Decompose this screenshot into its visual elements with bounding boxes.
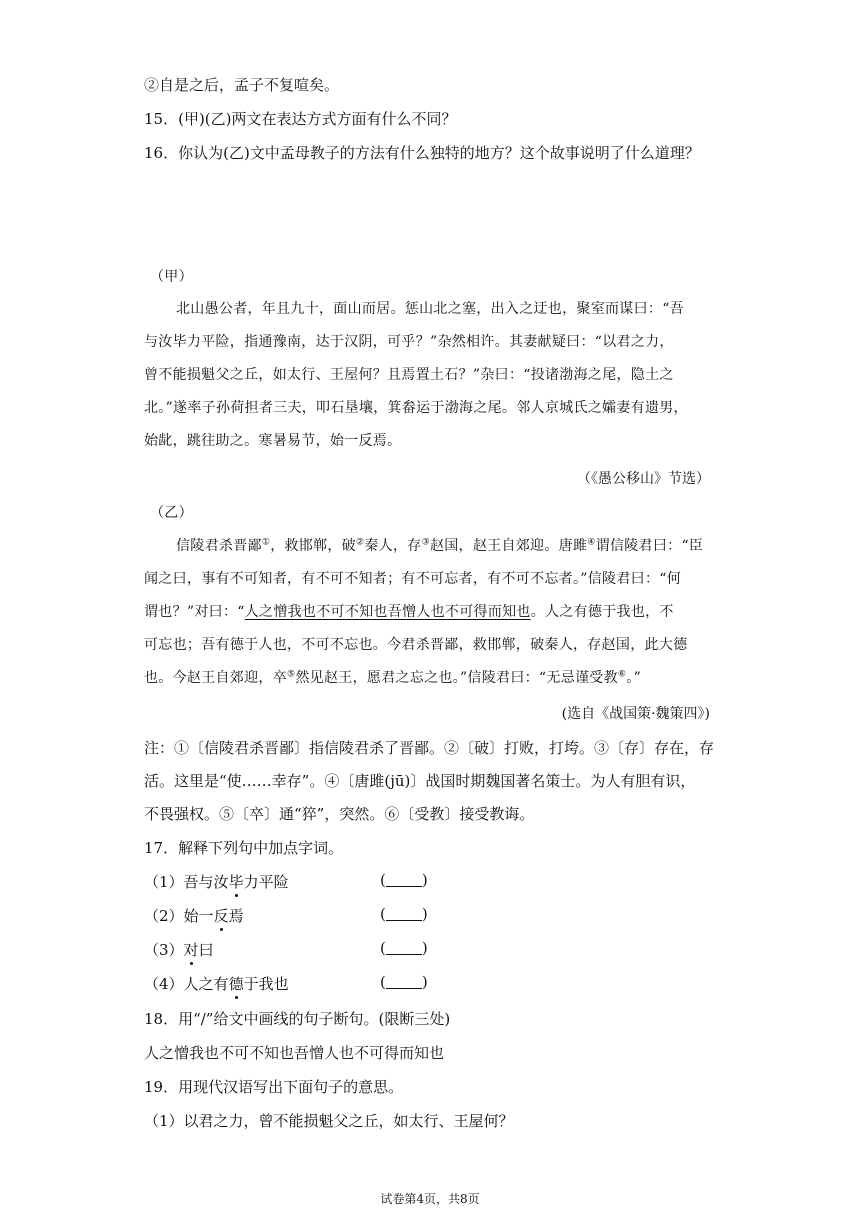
passage-jia-line: 北。”遂率子孙荷担者三夫，叩石垦壤，箕畚运于渤海之尾。邻人京城氏之孀妻有遗男，: [144, 400, 688, 416]
notes-line: 注：①〔信陵君杀晋鄙〕指信陵君杀了晋鄙。②〔破〕打败，打垮。③〔存〕存在，存: [144, 739, 715, 757]
passage-yi-line: 可忘也；吾有德于人也，不可不忘也。今君杀晋鄙，救邯郸，破秦人，存赵国，此大德: [144, 637, 688, 653]
passage-yi-line: 也。今赵王自郊迎，卒⑤然见赵王，愿君之忘之也。”信陵君曰：“无忌谨受教⑥。”: [144, 669, 642, 686]
q17-item: （4）人之有德于我也: [144, 975, 289, 993]
question-17: 17．解释下列句中加点字词。: [144, 839, 344, 857]
text-line: ②自是之后，孟子不复喧矣。: [144, 76, 340, 94]
passage-jia-label: （甲）: [150, 269, 193, 285]
answer-blank[interactable]: ( ): [380, 871, 428, 889]
passage-yi-source: (选自《战国策·魏策四》): [561, 706, 710, 722]
q17-item: （2）始一反焉: [144, 907, 244, 925]
question-15: 15．(甲)(乙)两文在表达方式方面有什么不同？: [144, 110, 457, 128]
passage-jia-line: 始龀，跳往助之。寒暑易节，始一反焉。: [144, 433, 402, 449]
underlined-sentence: 人之憎我也不可不知也吾憎人也不可得而知也: [244, 604, 531, 620]
question-18: 18．用“/”给文中画线的句子断句。(限断三处): [144, 1010, 451, 1028]
passage-jia-source: （《愚公移山》节选）: [577, 471, 710, 487]
passage-yi-line: 谓也？”对曰：“人之憎我也不可不知也吾憎人也不可得而知也。人之有德于我也，不: [144, 604, 674, 620]
answer-blank[interactable]: ( ): [380, 939, 428, 957]
passage-yi-line: 闻之曰，事有不可知者，有不可不知者；有不可忘者，有不可不忘者。”信陵君曰：“何: [144, 571, 682, 587]
notes-line: 活。这里是“使……幸存”。④〔唐雎(jū)〕战国时期魏国著名策士。为人有胆有识，: [144, 772, 696, 790]
page-footer: 试卷第4页，共8页: [380, 1192, 480, 1206]
answer-blank[interactable]: ( ): [380, 905, 428, 923]
q17-item: （3）对曰: [144, 941, 214, 959]
passage-yi-line: 信陵君杀晋鄙①，救邯郸，破②秦人，存③赵国，赵王自郊迎。唐雎④谓信陵君曰：“臣: [176, 537, 704, 554]
passage-jia-line: 曾不能损魁父之丘，如太行、王屋何？且焉置土石？”杂曰：“投诸渤海之尾，隐土之: [144, 367, 674, 383]
q19-item: （1）以君之力，曾不能损魁父之丘，如太行、王屋何？: [144, 1112, 514, 1130]
passage-jia-line: 与汝毕力平险，指通豫南，达于汉阴，可乎？”杂然相许。其妻献疑曰：“以君之力，: [144, 334, 674, 350]
q18-sentence: 人之憎我也不可不知也吾憎人也不可得而知也: [144, 1044, 445, 1062]
question-16: 16．你认为(乙)文中孟母教子的方法有什么独特的地方？这个故事说明了什么道理？: [144, 144, 700, 162]
answer-blank[interactable]: ( ): [380, 973, 428, 991]
q17-item: （1）吾与汝毕力平险: [144, 873, 289, 891]
passage-yi-label: （乙）: [150, 505, 193, 521]
notes-line: 不畏强权。⑤〔卒〕通“猝”，突然。⑥〔受教〕接受教诲。: [144, 805, 535, 823]
question-19: 19．用现代汉语写出下面句子的意思。: [144, 1078, 404, 1096]
passage-jia-line: 北山愚公者，年且九十，面山而居。惩山北之塞，出入之迂也，聚室而谋曰：“吾: [176, 301, 684, 317]
